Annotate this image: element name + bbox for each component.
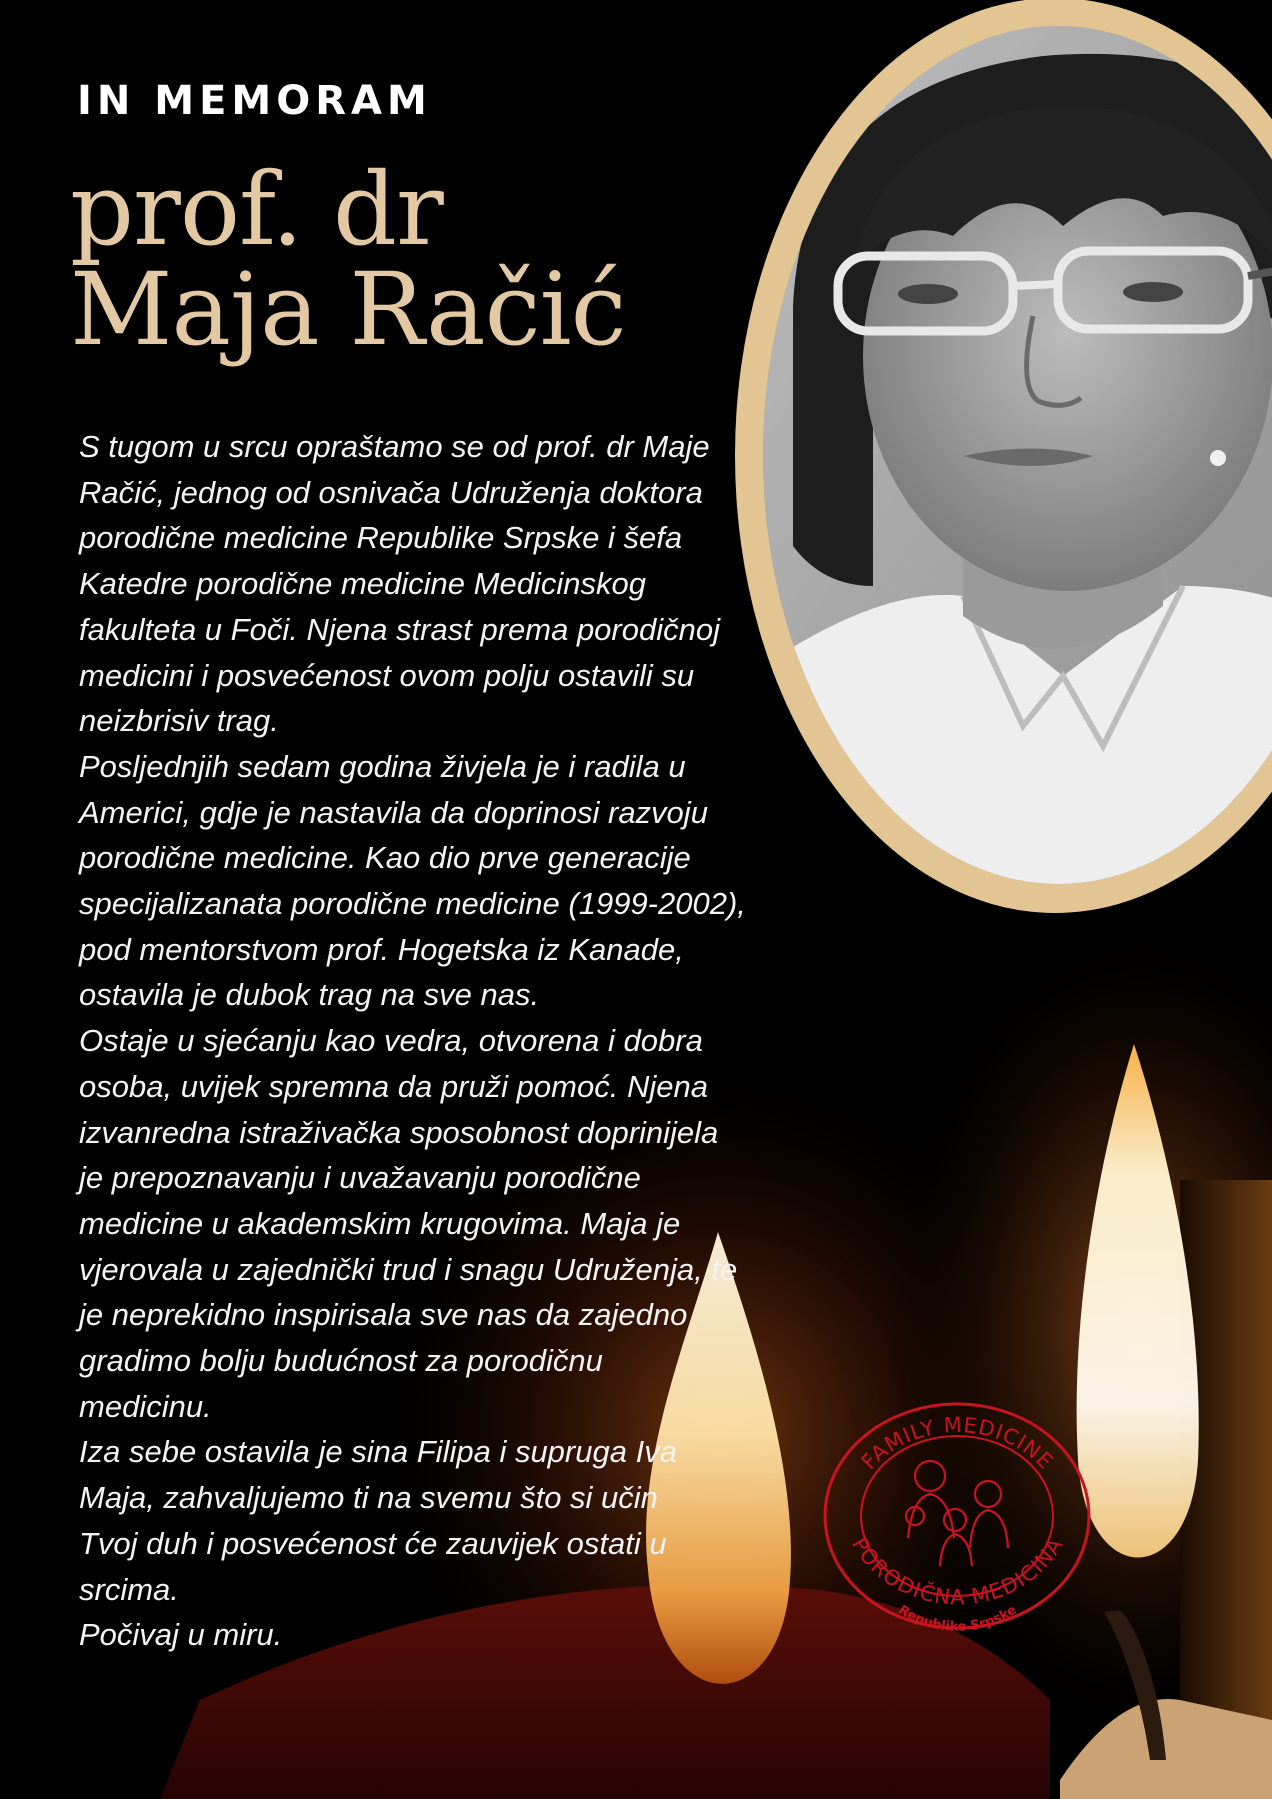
- text-line: Katedre porodične medicine Medicinskog: [79, 566, 646, 602]
- text-line: je prepoznavanju i uvažavanju porodične: [79, 1160, 641, 1196]
- text-line: osoba, uvijek spremna da pruži pomoć. Njena: [79, 1068, 708, 1104]
- text-line: S tugom u srcu opraštamo se od prof. dr Maje: [79, 429, 710, 464]
- in-memoram-label: IN MEMORAM: [77, 78, 432, 124]
- family-figures-icon: [906, 1461, 1008, 1566]
- memorial-text: [79, 424, 779, 1658]
- association-logo-stamp: [820, 1398, 1095, 1638]
- name-line: Maja Račić: [70, 251, 626, 368]
- text-line: Ostaje u sjećanju kao vedra, otvorena i dobra: [79, 1023, 703, 1059]
- text-line: Americi, gdje je nastavila da doprinosi razvoju: [79, 794, 708, 830]
- name-title-line: prof. dr: [70, 151, 443, 268]
- text-line: Tvoj duh i posvećenost će zauvijek ostati u: [79, 1525, 667, 1561]
- svg-text:PORODIČNA MEDICINA: [847, 1533, 1068, 1609]
- text-line: Posljednjih sedam godina živjela je i radila u: [79, 748, 686, 784]
- text-line: izvanredna istraživačka sposobnost doprinijela: [79, 1114, 719, 1150]
- text-line: gradimo bolju budućnost za porodičnu: [79, 1343, 603, 1379]
- text-line: je neprekidno inspirisala sve nas da zajedno: [79, 1297, 688, 1333]
- text-line: srcima.: [79, 1571, 179, 1607]
- stamp-bottom-text: PORODIČNA MEDICINA: [847, 1533, 1068, 1610]
- text-line: medicinu.: [79, 1388, 212, 1424]
- text-line: fakulteta u Foči. Njena strast prema porodičnoj: [79, 611, 720, 647]
- stamp-top-text: FAMILY MEDICINE: [856, 1412, 1059, 1475]
- text-line: specijalizanata porodične medicine (1999-2002),: [79, 886, 746, 922]
- stamp-sub-text: Republike Srpske: [895, 1602, 1020, 1635]
- text-line: Počivaj u miru.: [79, 1617, 283, 1653]
- text-line: Iza sebe ostavila je sina Filipa i supruga Iva: [79, 1434, 677, 1470]
- text-line: porodične medicine Republike Srpske i šefa: [79, 520, 683, 556]
- text-line: neizbrisiv trag.: [79, 703, 279, 739]
- text-line: medicine u akademskim krugovima. Maja je: [79, 1205, 681, 1241]
- deceased-name: [70, 151, 626, 368]
- text-line: porodične medicine. Kao dio prve generacije: [79, 840, 691, 876]
- text-line: pod mentorstvom prof. Hogetska iz Kanade,: [79, 931, 684, 967]
- text-line: Račić, jednog od osnivača Udruženja doktora: [79, 474, 703, 510]
- text-line: medicini i posvećenost ovom polju ostavili su: [79, 657, 695, 693]
- text-line: Maja, zahvaljujemo ti na svemu što si učin: [79, 1480, 658, 1516]
- text-line: ostavila je dubok trag na sve nas.: [79, 977, 540, 1013]
- text-line: vjerovala u zajednički trud i snagu Udruženja, te: [79, 1251, 738, 1287]
